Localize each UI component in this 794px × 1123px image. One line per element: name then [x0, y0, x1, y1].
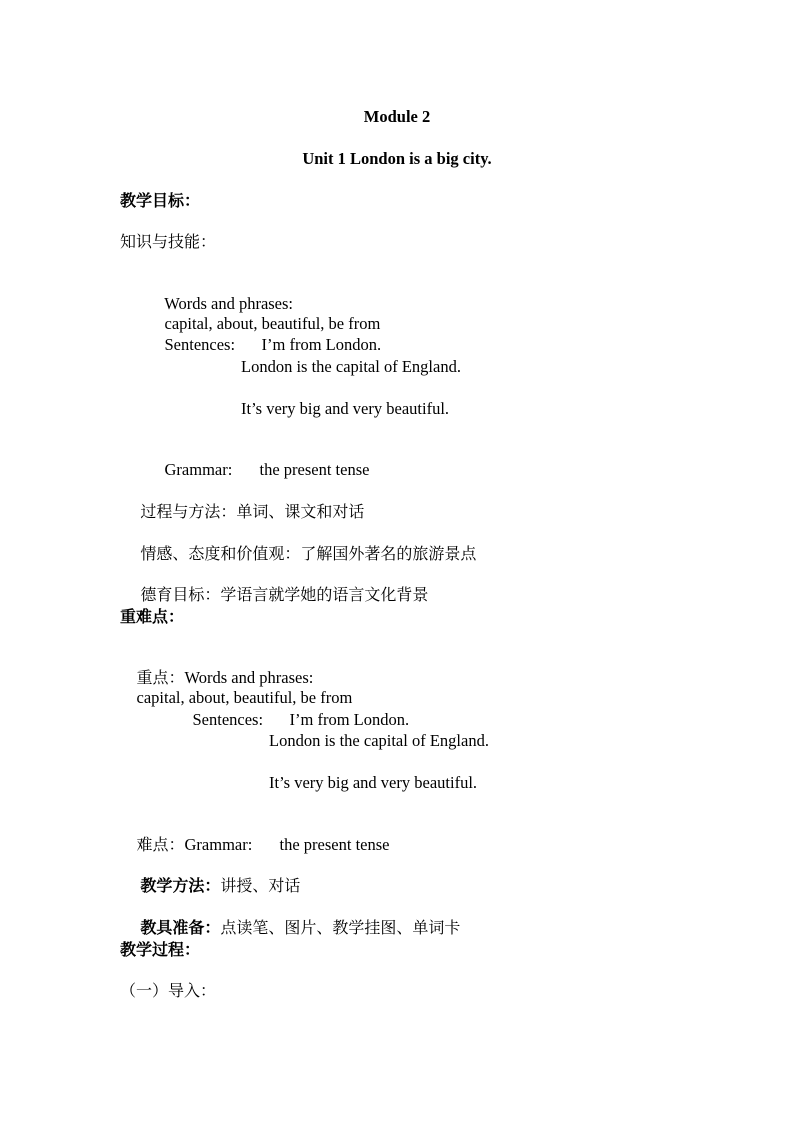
moral-label: 德育目标： — [140, 585, 221, 604]
moral-value: 学语言就学她的语言文化背景 — [220, 585, 429, 604]
emotion-value: 了解国外著名的旅游景点 — [300, 544, 477, 563]
process-heading: 教学过程： — [120, 940, 201, 959]
sentences-label: Sentences: — [164, 335, 236, 354]
difficult-grammar-label: Grammar: — [184, 835, 253, 854]
key-words-value: capital, about, beautiful, be from — [136, 688, 353, 707]
key-points-heading: 重难点： — [120, 607, 185, 626]
difficult-label: 难点： — [136, 835, 185, 854]
key-label: 重点： — [136, 668, 185, 687]
objectives-heading: 教学目标： — [120, 191, 201, 210]
unit-title: Unit 1 London is a big city. — [302, 149, 492, 168]
method-value: 讲授、对话 — [220, 876, 301, 895]
key-sentence-3: It’s very big and very beautiful. — [269, 773, 478, 792]
sentence-2: London is the capital of England. — [241, 357, 461, 376]
process-step-1: （一）导入： — [120, 981, 217, 1000]
process-method-label: 过程与方法： — [140, 502, 237, 521]
emotion-label: 情感、态度和价值观： — [140, 544, 301, 563]
key-words-label: Words and phrases: — [184, 668, 314, 687]
sentence-1: I’m from London. — [261, 335, 382, 354]
key-sentences-label: Sentences: — [192, 710, 264, 729]
method-label: 教学方法： — [140, 876, 221, 895]
key-sentence-2: London is the capital of England. — [269, 731, 489, 750]
grammar-value: the present tense — [259, 460, 370, 479]
difficult-grammar-value: the present tense — [279, 835, 390, 854]
key-sentence-1: I’m from London. — [289, 710, 410, 729]
grammar-label: Grammar: — [164, 460, 233, 479]
process-method-value: 单词、课文和对话 — [236, 502, 365, 521]
tools-label: 教具准备： — [140, 918, 221, 937]
words-value: capital, about, beautiful, be from — [164, 314, 381, 333]
words-label: Words and phrases: — [164, 294, 294, 313]
module-title: Module 2 — [363, 107, 431, 126]
tools-value: 点读笔、图片、教学挂图、单词卡 — [220, 918, 461, 937]
sentence-3: It’s very big and very beautiful. — [241, 399, 450, 418]
knowledge-label: 知识与技能： — [120, 232, 217, 251]
